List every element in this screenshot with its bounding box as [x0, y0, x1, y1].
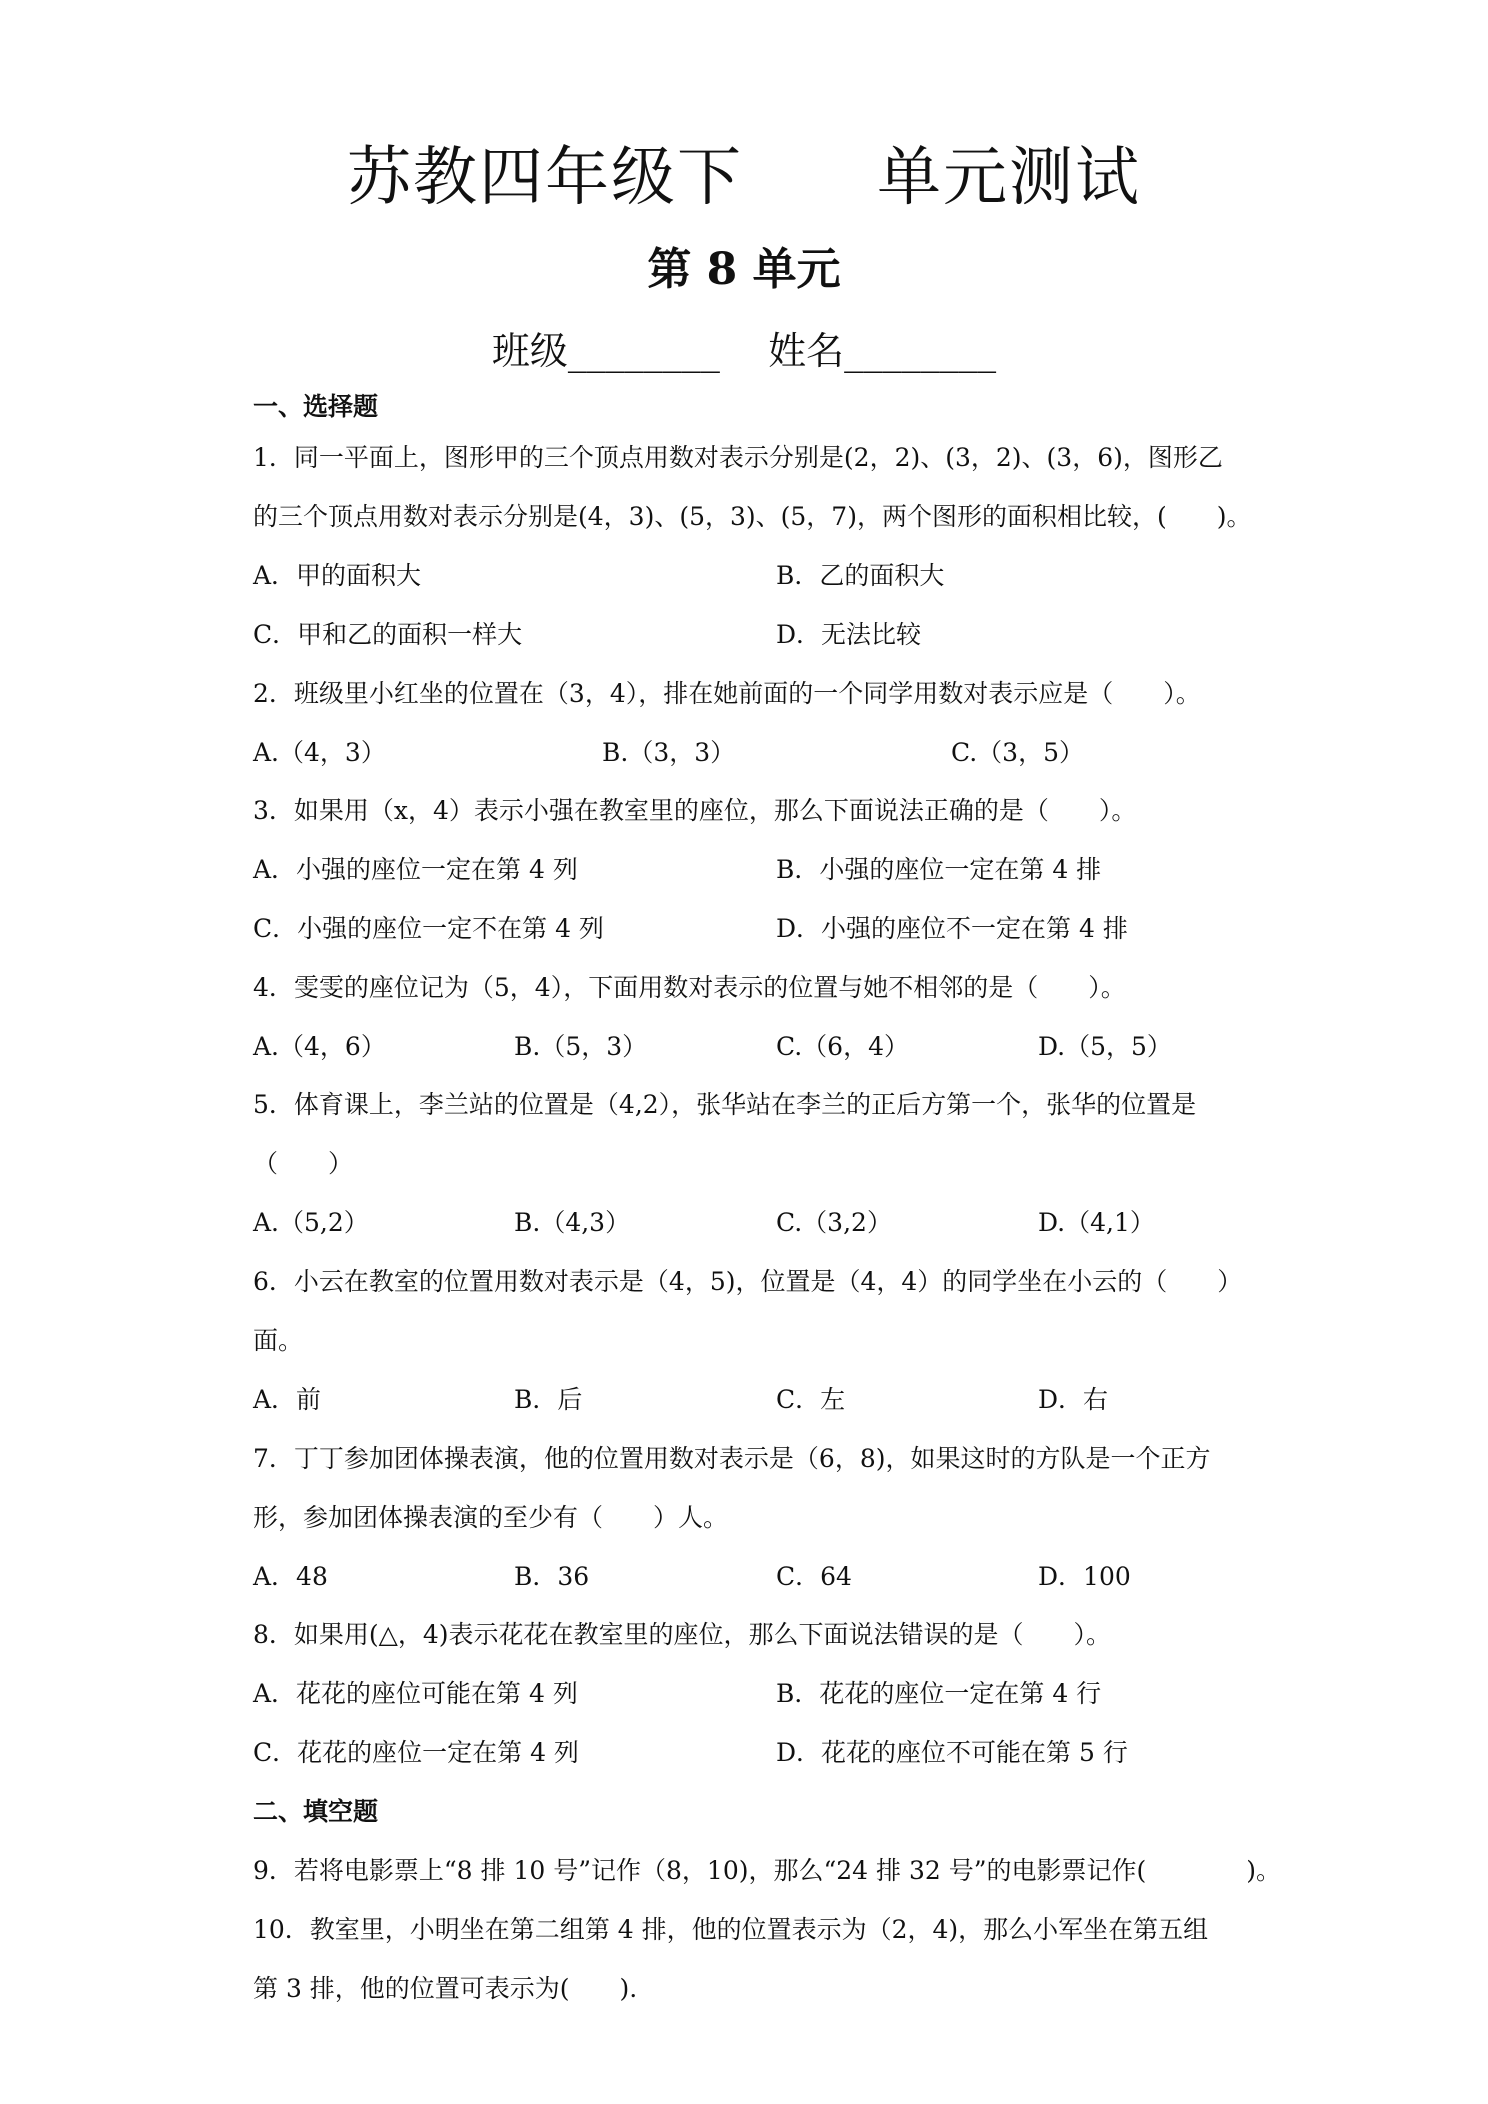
- q7-option-d: D．100: [1038, 1562, 1131, 1591]
- q3-option-b: B．小强的座位一定在第 4 排: [776, 855, 1102, 884]
- question-4-text: 4．雯雯的座位记为（5，4），下面用数对表示的位置与她不相邻的是（ ）。: [253, 973, 1126, 1002]
- q4-option-b: B.（5，3）: [514, 1032, 648, 1061]
- question-1-text: 1．同一平面上，图形甲的三个顶点用数对表示分别是(2，2)、(3，2)、(3，6)，图形乙: [253, 443, 1223, 472]
- class-name-line: 班级________ 姓名________: [491, 329, 997, 373]
- q5-option-a: A.（5,2）: [253, 1208, 369, 1237]
- q3-option-a: A．小强的座位一定在第 4 列: [253, 855, 578, 884]
- q4-option-a: A.（4，6）: [253, 1032, 386, 1061]
- question-5-text: 5．体育课上，李兰站的位置是（4,2），张华站在李兰的正后方第一个，张华的位置是: [253, 1090, 1197, 1119]
- question-8-text: 8．如果用(△，4)表示花花在教室里的座位，那么下面说法错误的是（ ）。: [253, 1620, 1112, 1649]
- q1-option-b: B．乙的面积大: [776, 561, 945, 590]
- q8-option-d: D．花花的座位不可能在第 5 行: [776, 1738, 1128, 1767]
- q4-option-c: C.（6，4）: [776, 1032, 909, 1061]
- q2-option-c: C.（3，5）: [951, 738, 1084, 767]
- question-7-text-cont: 形，参加团体操表演的至少有（ ）人。: [253, 1503, 729, 1532]
- q5-option-c: C.（3,2）: [776, 1208, 892, 1237]
- q8-option-a: A．花花的座位可能在第 4 列: [253, 1679, 578, 1708]
- q5-option-d: D.（4,1）: [1038, 1208, 1155, 1237]
- q6-option-b: B．后: [514, 1385, 583, 1414]
- q6-option-c: C．左: [776, 1385, 846, 1414]
- q8-option-b: B．花花的座位一定在第 4 行: [776, 1679, 1102, 1708]
- q3-option-d: D．小强的座位不一定在第 4 排: [776, 914, 1128, 943]
- section-heading-fill-in: 二、填空题: [253, 1797, 379, 1826]
- question-6-text-cont: 面。: [253, 1326, 304, 1355]
- q7-option-b: B．36: [514, 1562, 590, 1591]
- q4-option-d: D.（5，5）: [1038, 1032, 1172, 1061]
- question-3-text: 3．如果用（x，4）表示小强在教室里的座位，那么下面说法正确的是（ ）。: [253, 796, 1137, 825]
- q5-option-b: B.（4,3）: [514, 1208, 631, 1237]
- q2-option-b: B.（3，3）: [602, 738, 736, 767]
- q3-option-c: C．小强的座位一定不在第 4 列: [253, 914, 604, 943]
- page-title: 苏教四年级下 单元测试: [346, 141, 1142, 215]
- question-10-text: 10．教室里，小明坐在第二组第 4 排，他的位置表示为（2，4)，那么小军坐在第五组: [253, 1915, 1209, 1944]
- unit-subtitle: 第 8 单元: [647, 244, 841, 295]
- section-heading-choice: 一、选择题: [253, 392, 379, 421]
- q7-option-c: C．64: [776, 1562, 852, 1591]
- q6-option-d: D．右: [1038, 1385, 1109, 1414]
- question-10-text-cont: 第 3 排，他的位置可表示为( ).: [253, 1974, 638, 2003]
- q1-option-d: D．无法比较: [776, 620, 922, 649]
- question-2-text: 2．班级里小红坐的位置在（3，4），排在她前面的一个同学用数对表示应是（ ）。: [253, 679, 1201, 708]
- q7-option-a: A．48: [253, 1562, 328, 1591]
- question-5-text-cont: （ ）: [253, 1149, 354, 1178]
- q8-option-c: C．花花的座位一定在第 4 列: [253, 1738, 579, 1767]
- question-6-text: 6．小云在教室的位置用数对表示是（4，5)，位置是（4，4）的同学坐在小云的（ ）: [253, 1267, 1243, 1296]
- question-1-text-cont: 的三个顶点用数对表示分别是(4，3)、(5，3)、(5，7)，两个图形的面积相比较，( )。: [253, 502, 1252, 531]
- q6-option-a: A．前: [253, 1385, 322, 1414]
- q2-option-a: A.（4，3）: [253, 738, 386, 767]
- q1-option-c: C．甲和乙的面积一样大: [253, 620, 523, 649]
- q1-option-a: A．甲的面积大: [253, 561, 422, 590]
- question-7-text: 7．丁丁参加团体操表演，他的位置用数对表示是（6，8)，如果这时的方队是一个正方: [253, 1444, 1211, 1473]
- question-9-text: 9．若将电影票上“8 排 10 号”记作（8，10)，那么“24 排 32 号”的电影票记作( )。: [253, 1856, 1282, 1885]
